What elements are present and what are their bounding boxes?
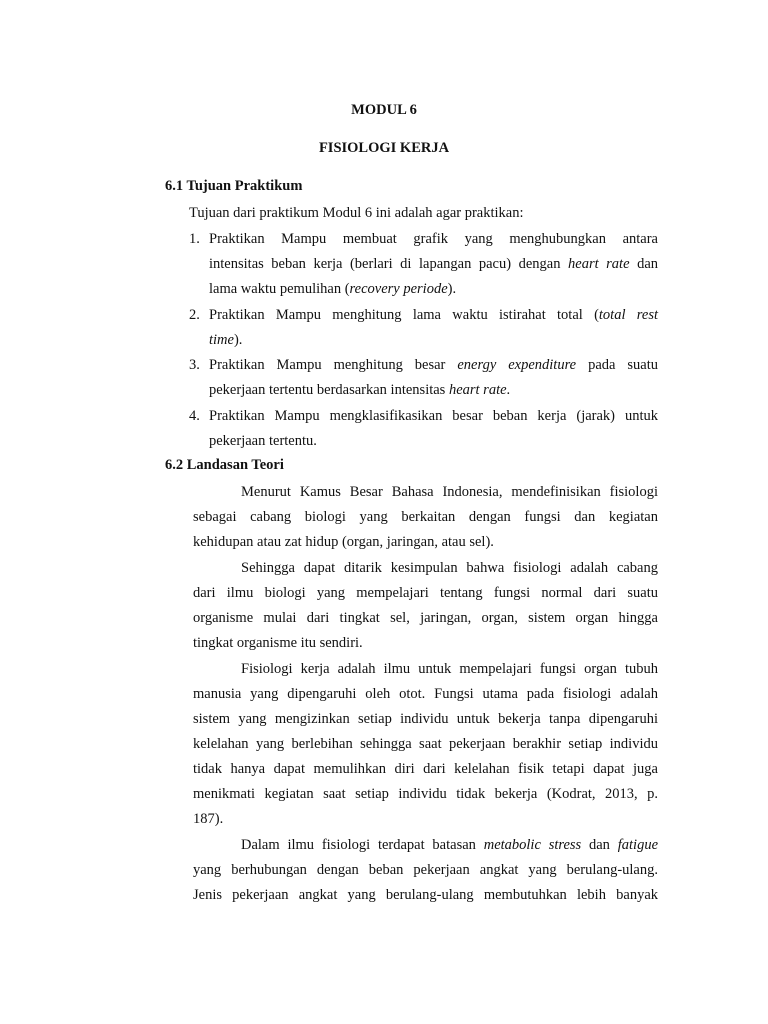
list-number: 2.	[189, 307, 200, 323]
list-item-4-line-1: Praktikan Mampu mengklasifikasikan besar beban kerja (jarak) untuk	[209, 408, 658, 424]
list-item-1-line-1: Praktikan Mampu membuat grafik yang menghubungkan antara	[209, 231, 658, 247]
paragraph-2-line-2: dari ilmu biologi yang mempelajari tentang fungsi normal dari suatu	[193, 585, 658, 601]
paragraph-3-line-2: manusia yang dipengaruhi oleh otot. Fungsi utama pada fisiologi adalah	[193, 686, 658, 702]
paragraph-2-line-4: tingkat organisme itu sendiri.	[193, 635, 363, 651]
paragraph-3-line-3: sistem yang mengizinkan setiap individu untuk bekerja tanpa dipengaruhi	[193, 711, 658, 727]
list-number: 4.	[189, 408, 200, 424]
paragraph-1-line-1: Menurut Kamus Besar Bahasa Indonesia, mendefinisikan fisiologi	[241, 484, 658, 500]
section1-intro: Tujuan dari praktikum Modul 6 ini adalah agar praktikan:	[189, 205, 524, 221]
module-subtitle: FISIOLOGI KERJA	[318, 140, 450, 156]
list-item-3-line-1: Praktikan Mampu menghitung besar energy expenditure pada suatu	[209, 357, 659, 373]
paragraph-2-line-1: Sehingga dapat ditarik kesimpulan bahwa fisiologi adalah cabang	[241, 560, 658, 576]
section-heading-tujuan: 6.1 Tujuan Praktikum	[165, 178, 303, 194]
module-title: MODUL 6	[351, 102, 417, 118]
list-item-4-line-2: pekerjaan tertentu.	[209, 433, 317, 449]
paragraph-4-line-1: Dalam ilmu fisiologi terdapat batasan metabolic stress dan fatigue	[241, 837, 659, 853]
paragraph-3-line-4: kelelahan yang berlebihan sehingga saat pekerjaan berakhir setiap individu	[193, 736, 658, 752]
paragraph-3-line-1: Fisiologi kerja adalah ilmu untuk mempelajari fungsi organ tubuh	[241, 661, 658, 677]
paragraph-3-line-6: menikmati kegiatan saat setiap individu tidak bekerja (Kodrat, 2013, p.	[193, 786, 658, 802]
paragraph-3-line-7: 187).	[193, 811, 224, 827]
list-number: 3.	[189, 357, 200, 373]
list-item-1-line-2: intensitas beban kerja (berlari di lapangan pacu) dengan heart rate dan	[209, 256, 659, 272]
list-number: 1.	[189, 231, 200, 247]
paragraph-4-line-2: yang berhubungan dengan beban pekerjaan angkat yang berulang-ulang.	[193, 862, 658, 878]
paragraph-3-line-5: tidak hanya dapat memulihkan diri dari kelelahan fisik tetapi dapat juga	[193, 761, 658, 777]
list-item-3-line-2: pekerjaan tertentu berdasarkan intensitas heart rate.	[209, 382, 511, 398]
paragraph-2-line-3: organisme mulai dari tingkat sel, jaringan, organ, sistem organ hingga	[193, 610, 658, 626]
list-item-2-line-2: time).	[209, 332, 243, 348]
list-item-1-line-3: lama waktu pemulihan (recovery periode).	[209, 281, 457, 297]
list-item-2-line-1: Praktikan Mampu menghitung lama waktu istirahat total (total rest	[209, 307, 658, 323]
paragraph-4-line-3: Jenis pekerjaan angkat yang berulang-ulang membutuhkan lebih banyak	[193, 887, 658, 903]
paragraph-1-line-3: kehidupan atau zat hidup (organ, jaringan, atau sel).	[193, 534, 494, 550]
paragraph-1-line-2: sebagai cabang biologi yang berkaitan dengan fungsi dan kegiatan	[193, 509, 658, 525]
section-heading-landasan: 6.2 Landasan Teori	[165, 457, 284, 473]
